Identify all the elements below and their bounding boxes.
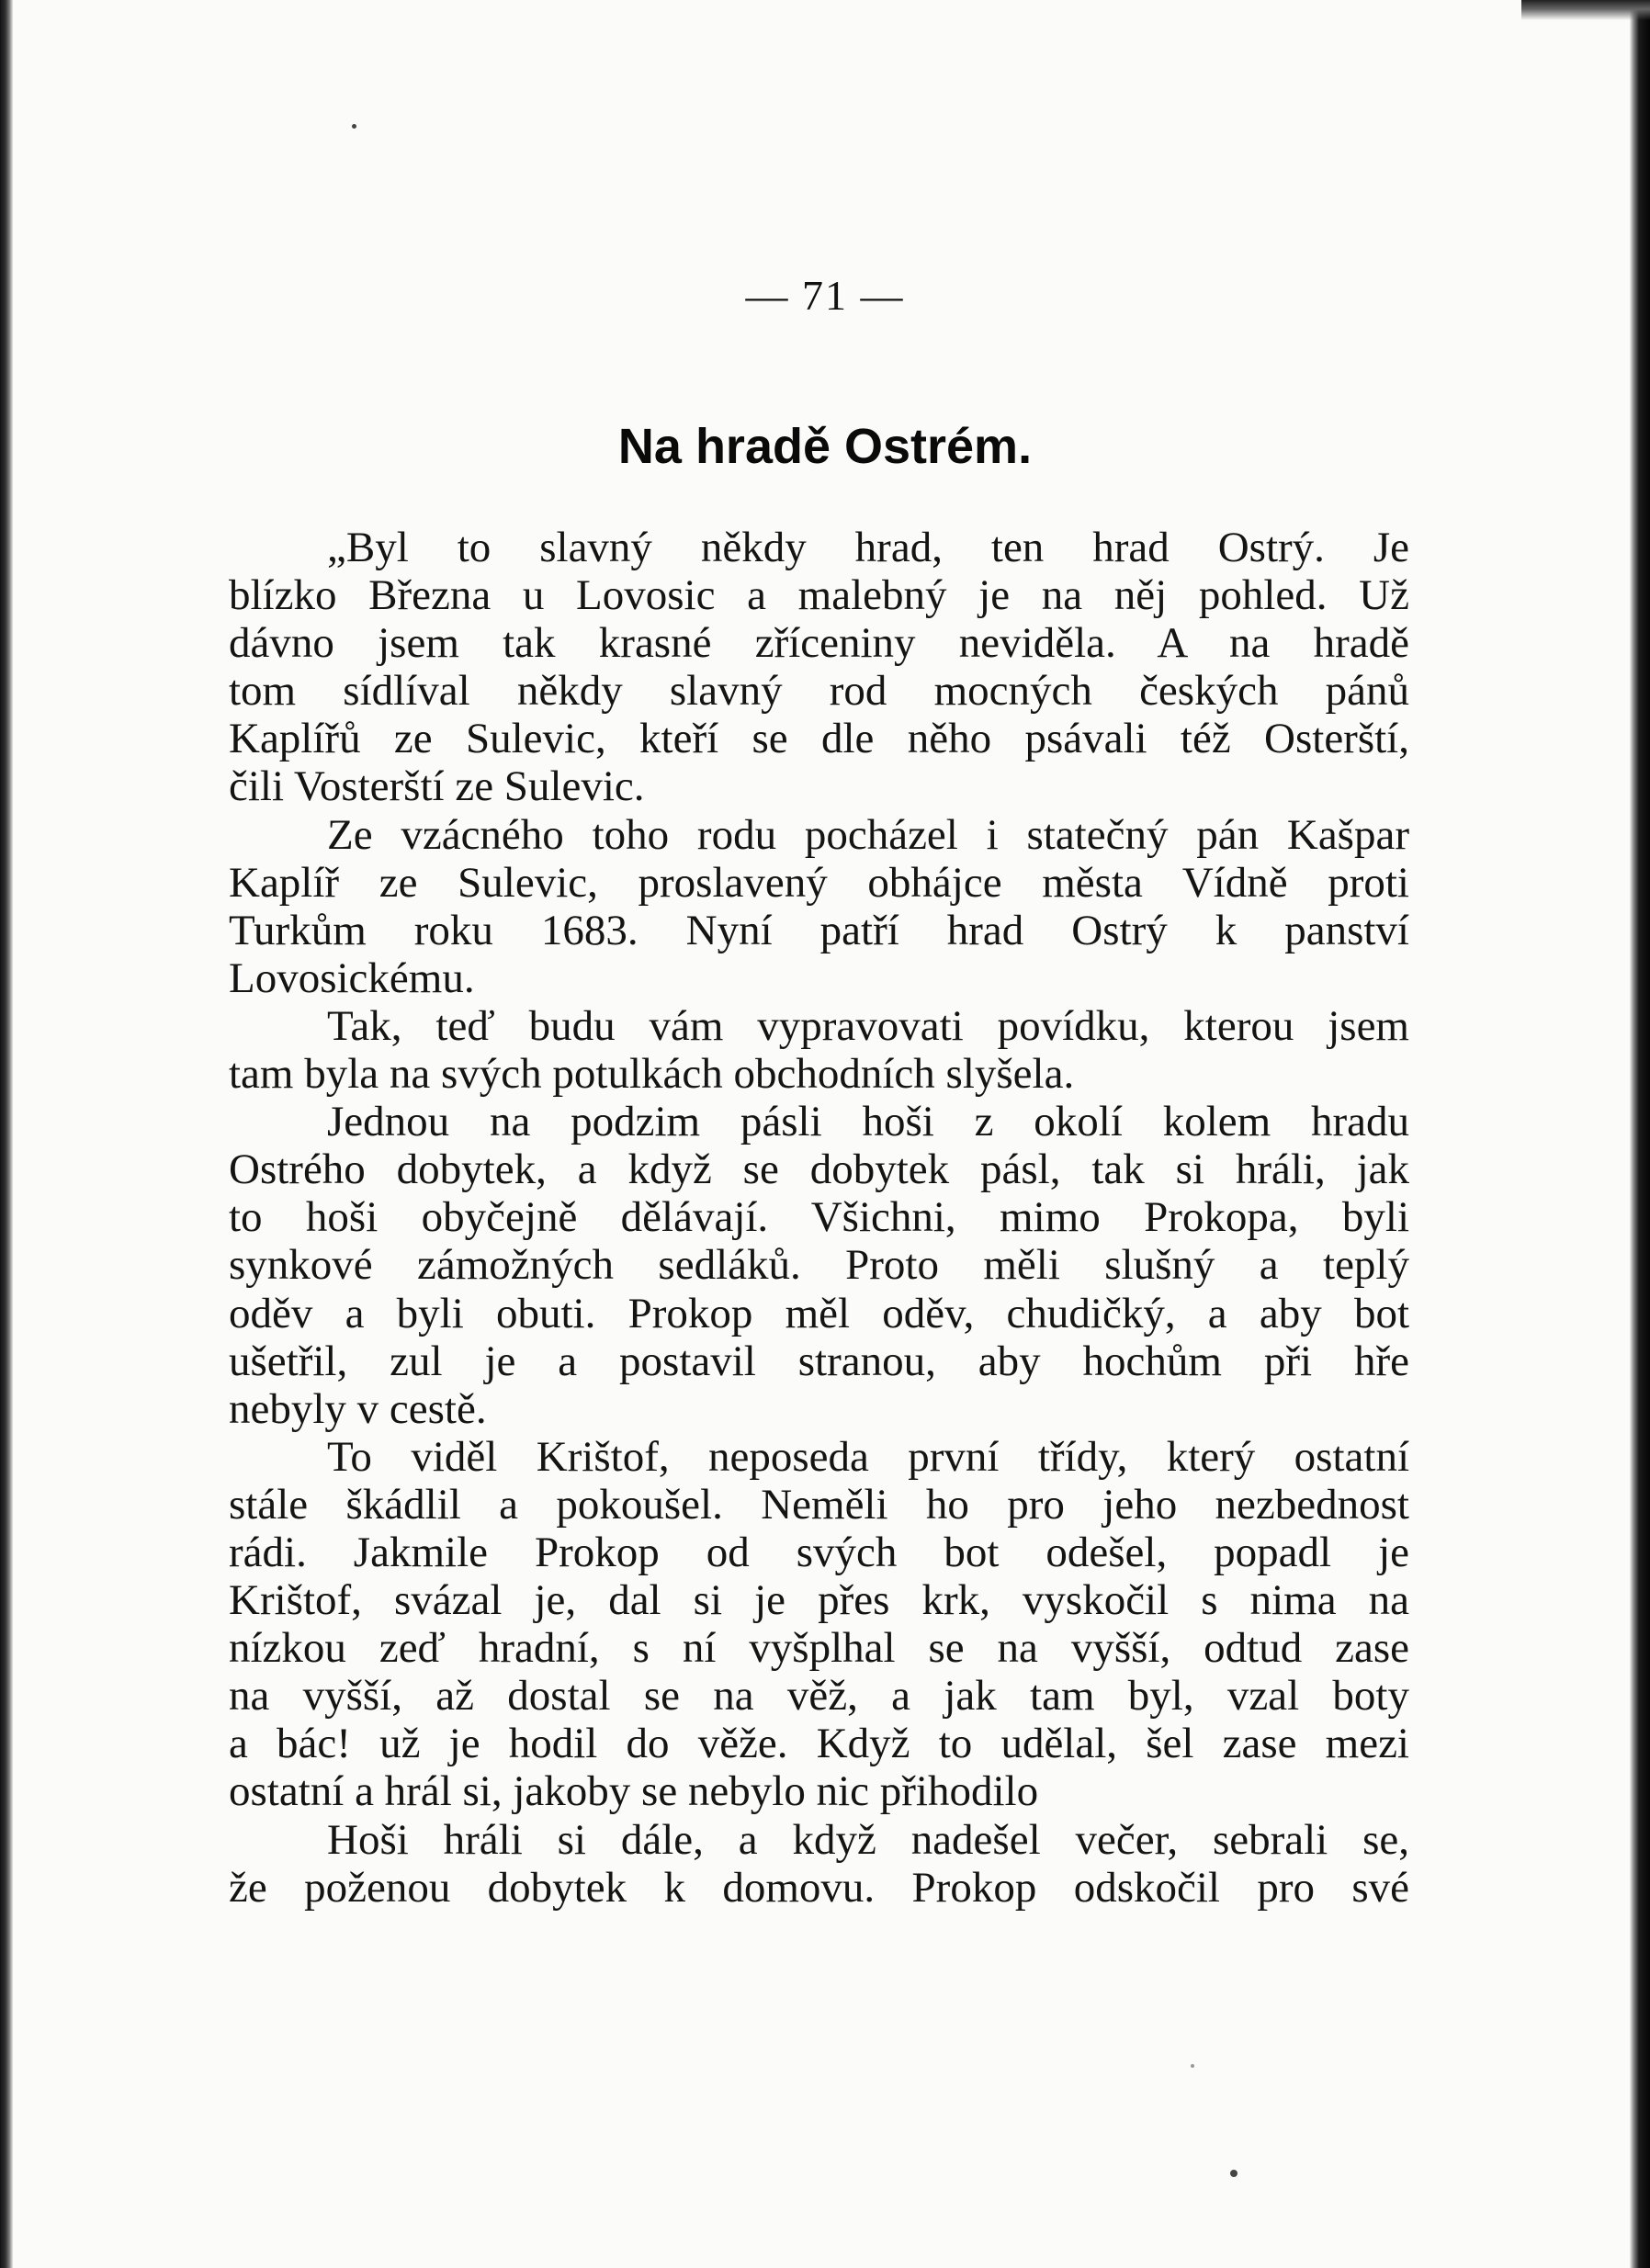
text-line: tom sídlíval někdy slavný rod mocných českých pánů: [229, 667, 1409, 716]
text-line: a bác! už je hodil do věže. Když to udělal, šel zase mezi: [229, 1720, 1409, 1768]
text-line: Jednou na podzim pásli hoši z okolí kolem hradu: [327, 1098, 1409, 1146]
paragraph: [229, 1098, 1409, 1433]
text-line: stále škádlil a pokoušel. Neměli ho pro jeho nezbednost: [229, 1480, 1409, 1529]
paragraph: [229, 811, 1409, 1002]
paper-speck: [1191, 2064, 1194, 2068]
page-corner-shadow: [1521, 0, 1650, 20]
paragraph: [229, 524, 1409, 811]
paper-speck: [1230, 2170, 1238, 2177]
text-line: ušetřil, zul je a postavil stranou, aby hochům při hře: [229, 1337, 1409, 1385]
text-line: že poženou dobytek k domovu. Prokop odskočil pro své: [229, 1863, 1409, 1912]
text-line: rádi. Jakmile Prokop od svých bot odešel, popadl je: [229, 1528, 1409, 1576]
text-line: Lovosickému.: [229, 953, 475, 1002]
text-line: Ze vzácného toho rodu pocházel i statečný pán Kašpar: [327, 810, 1409, 859]
text-line: To viděl Krištof, neposeda první třídy, který ostatní: [327, 1432, 1409, 1481]
text-line: nebyly v cestě.: [229, 1384, 487, 1433]
text-line: Tak, teď budu vám vypravovati povídku, kterou jsem: [327, 1001, 1409, 1050]
page-right-edge-shadow: [1630, 0, 1650, 2268]
paragraph: [229, 1816, 1409, 1912]
paragraph: [229, 1433, 1409, 1816]
text-line: Kaplíř ze Sulevic, proslavený obhájce města Vídně proti: [229, 858, 1409, 907]
text-line: Hoši hráli si dále, a když nadešel večer, sebrali se,: [327, 1815, 1409, 1864]
text-line: nízkou zeď hradní, s ní vyšplhal se na vyšší, odtud zase: [229, 1624, 1409, 1673]
text-line: Kaplířů ze Sulevic, kteří se dle něho psávali též Osterští,: [229, 715, 1409, 763]
text-line: tam byla na svých potulkách obchodních slyšela.: [229, 1050, 1075, 1099]
body-text: [229, 524, 1409, 1912]
text-line: čili Vosterští ze Sulevic.: [229, 762, 645, 811]
chapter-title: Na hradě Ostrém.: [617, 419, 1033, 474]
page-number: — 71 —: [745, 272, 905, 319]
paragraph: [229, 1002, 1409, 1098]
text-line: ostatní a hrál si, jakoby se nebylo nic přihodilo: [229, 1767, 1039, 1816]
text-line: to hoši obyčejně dělávají. Všichni, mimo Prokopa, byli: [229, 1193, 1409, 1242]
text-line: Ostrého dobytek, a když se dobytek pásl, tak si hráli, jak: [229, 1145, 1409, 1194]
text-line: synkové zámožných sedláků. Proto měli slušný a teplý: [229, 1241, 1409, 1290]
text-line: blízko Března u Lovosic a malebný je na něj pohled. Už: [229, 571, 1409, 620]
text-line: na vyšší, až dostal se na věž, a jak tam byl, vzal boty: [229, 1672, 1409, 1721]
text-line: „Byl to slavný někdy hrad, ten hrad Ostrý. Je: [327, 524, 1409, 571]
text-line: oděv a byli obuti. Prokop měl oděv, chudičký, a aby bot: [229, 1289, 1409, 1337]
text-line: Krištof, svázal je, dal si je přes krk, vyskočil s nima na: [229, 1576, 1409, 1625]
paper-speck: [352, 124, 356, 129]
text-line: dávno jsem tak krasné zříceniny neviděla. A na hradě: [229, 619, 1409, 668]
text-line: Turkům roku 1683. Nyní patří hrad Ostrý k panství: [229, 906, 1409, 954]
page-left-edge-shadow: [0, 0, 13, 2268]
